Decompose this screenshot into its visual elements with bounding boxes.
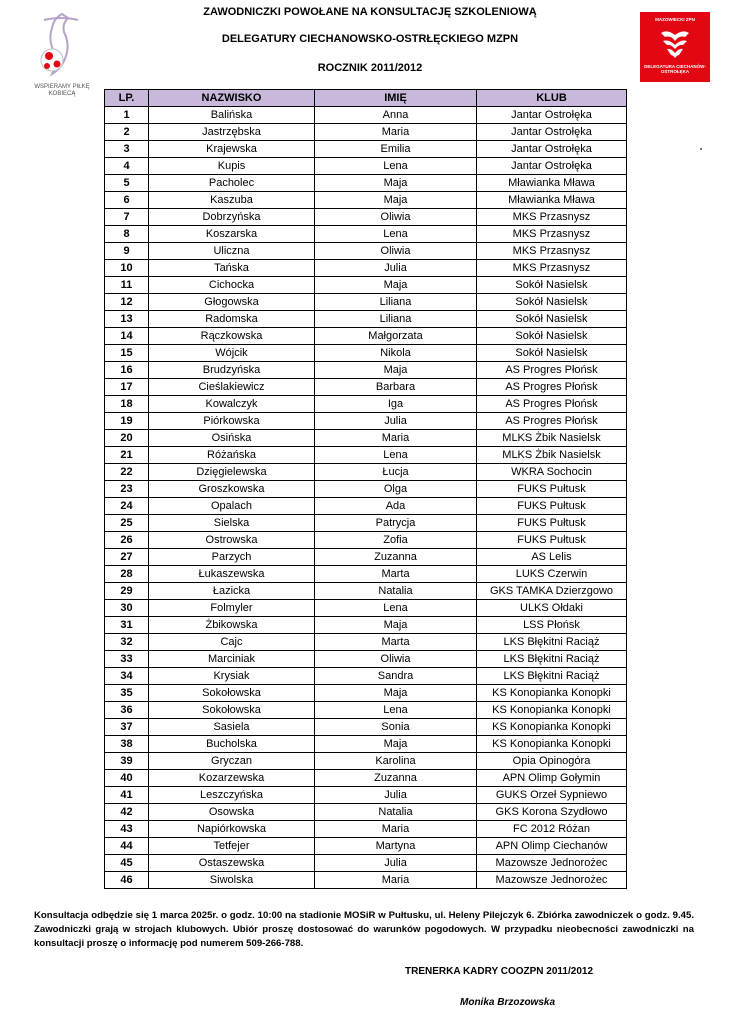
cell-club: MKS Przasnysz xyxy=(477,243,627,260)
table-row xyxy=(105,464,627,481)
cell-club: GKS TAMKA Dzierzgowo xyxy=(477,583,627,600)
cell-lp: 35 xyxy=(105,685,149,702)
roster-body xyxy=(105,107,627,889)
cell-club: AS Progres Płońsk xyxy=(477,362,627,379)
cell-first-name: Łucja xyxy=(315,464,477,481)
table-row xyxy=(105,515,627,532)
cell-first-name: Iga xyxy=(315,396,477,413)
cell-surname: Uliczna xyxy=(149,243,315,260)
cell-lp: 19 xyxy=(105,413,149,430)
cell-club: AS Progres Płońsk xyxy=(477,413,627,430)
cell-lp: 31 xyxy=(105,617,149,634)
cell-first-name: Maja xyxy=(315,192,477,209)
cell-club: FC 2012 Różan xyxy=(477,821,627,838)
cell-club: MLKS Żbik Nasielsk xyxy=(477,430,627,447)
document-title: ZAWODNICZKI POWOŁANE NA KONSULTACJĘ SZKOLENIOWĄ xyxy=(203,6,537,18)
cell-surname: Kaszuba xyxy=(149,192,315,209)
mzpn-logo-top-text: MAZOWIECKI ZPN xyxy=(655,17,695,22)
cell-first-name: Zuzanna xyxy=(315,770,477,787)
cell-lp: 40 xyxy=(105,770,149,787)
cell-surname: Sasiela xyxy=(149,719,315,736)
cell-lp: 21 xyxy=(105,447,149,464)
table-row xyxy=(105,498,627,515)
cell-club: Sokół Nasielsk xyxy=(477,345,627,362)
cell-lp: 42 xyxy=(105,804,149,821)
cell-surname: Gryczan xyxy=(149,753,315,770)
cell-surname: Brudzyńska xyxy=(149,362,315,379)
cell-first-name: Zuzanna xyxy=(315,549,477,566)
cell-surname: Sokołowska xyxy=(149,702,315,719)
table-row xyxy=(105,277,627,294)
table-row xyxy=(105,447,627,464)
cell-surname: Opalach xyxy=(149,498,315,515)
cell-first-name: Karolina xyxy=(315,753,477,770)
cell-surname: Koszarska xyxy=(149,226,315,243)
table-row xyxy=(105,430,627,447)
cell-surname: Żbikowska xyxy=(149,617,315,634)
table-row xyxy=(105,226,627,243)
cell-surname: Groszkowska xyxy=(149,481,315,498)
cell-first-name: Zofia xyxy=(315,532,477,549)
cell-lp: 41 xyxy=(105,787,149,804)
cell-first-name: Maja xyxy=(315,617,477,634)
cell-lp: 5 xyxy=(105,175,149,192)
table-row xyxy=(105,719,627,736)
cell-first-name: Julia xyxy=(315,787,477,804)
cell-first-name: Julia xyxy=(315,855,477,872)
cell-club: KS Konopianka Konopki xyxy=(477,685,627,702)
cell-lp: 9 xyxy=(105,243,149,260)
cell-club: Mławianka Mława xyxy=(477,192,627,209)
cell-surname: Kupis xyxy=(149,158,315,175)
cell-lp: 38 xyxy=(105,736,149,753)
cell-surname: Łukaszewska xyxy=(149,566,315,583)
cell-club: Sokół Nasielsk xyxy=(477,294,627,311)
cell-club: MKS Przasnysz xyxy=(477,260,627,277)
cell-surname: Rączkowska xyxy=(149,328,315,345)
table-row xyxy=(105,345,627,362)
cell-first-name: Liliana xyxy=(315,311,477,328)
cell-first-name: Oliwia xyxy=(315,209,477,226)
table-row xyxy=(105,651,627,668)
table-header-row xyxy=(105,90,627,107)
cell-lp: 27 xyxy=(105,549,149,566)
cell-lp: 28 xyxy=(105,566,149,583)
trainer-signature: Monika Brzozowska xyxy=(460,997,556,1008)
cell-lp: 46 xyxy=(105,872,149,889)
cell-surname: Piórkowska xyxy=(149,413,315,430)
cell-first-name: Oliwia xyxy=(315,243,477,260)
cell-lp: 39 xyxy=(105,753,149,770)
table-row xyxy=(105,855,627,872)
cell-first-name: Maria xyxy=(315,430,477,447)
cell-surname: Krajewska xyxy=(149,141,315,158)
table-row xyxy=(105,583,627,600)
table-row xyxy=(105,362,627,379)
table-row xyxy=(105,787,627,804)
cell-lp: 8 xyxy=(105,226,149,243)
cell-lp: 24 xyxy=(105,498,149,515)
cell-club: FUKS Pułtusk xyxy=(477,532,627,549)
cell-first-name: Lena xyxy=(315,702,477,719)
table-row xyxy=(105,413,627,430)
table-row xyxy=(105,838,627,855)
cell-first-name: Martyna xyxy=(315,838,477,855)
table-row xyxy=(105,549,627,566)
cell-surname: Cajc xyxy=(149,634,315,651)
cell-surname: Radomska xyxy=(149,311,315,328)
cell-club: FUKS Pułtusk xyxy=(477,515,627,532)
cell-club: KS Konopianka Konopki xyxy=(477,736,627,753)
cell-surname: Cichocka xyxy=(149,277,315,294)
cell-first-name: Julia xyxy=(315,260,477,277)
cell-club: AS Progres Płońsk xyxy=(477,379,627,396)
cell-club: Sokół Nasielsk xyxy=(477,328,627,345)
cell-surname: Bucholska xyxy=(149,736,315,753)
cell-first-name: Sonia xyxy=(315,719,477,736)
cell-first-name: Natalia xyxy=(315,804,477,821)
document-subtitle: DELEGATURY CIECHANOWSKO-OSTRŁĘCKIEGO MZPN xyxy=(221,33,519,45)
cell-lp: 25 xyxy=(105,515,149,532)
table-row xyxy=(105,821,627,838)
cell-first-name: Sandra xyxy=(315,668,477,685)
cell-first-name: Maria xyxy=(315,872,477,889)
cell-club: LSS Płońsk xyxy=(477,617,627,634)
cell-club: AS Lelis xyxy=(477,549,627,566)
scan-dot xyxy=(700,148,702,150)
cell-lp: 23 xyxy=(105,481,149,498)
cell-lp: 43 xyxy=(105,821,149,838)
cell-lp: 4 xyxy=(105,158,149,175)
logo-caption: WSPIERAMY PIŁKĘ KOBIECĄ xyxy=(34,84,90,97)
cell-surname: Osińska xyxy=(149,430,315,447)
cell-first-name: Emilia xyxy=(315,141,477,158)
column-header-club: KLUB xyxy=(477,90,627,107)
cell-surname: Kozarzewska xyxy=(149,770,315,787)
table-row xyxy=(105,617,627,634)
cell-first-name: Maja xyxy=(315,736,477,753)
cell-first-name: Lena xyxy=(315,158,477,175)
cell-lp: 26 xyxy=(105,532,149,549)
cell-first-name: Maja xyxy=(315,362,477,379)
cell-surname: Leszczyńska xyxy=(149,787,315,804)
cell-lp: 45 xyxy=(105,855,149,872)
column-header-first-name: IMIĘ xyxy=(315,90,477,107)
cell-lp: 16 xyxy=(105,362,149,379)
roster-table xyxy=(104,89,627,889)
cell-lp: 15 xyxy=(105,345,149,362)
cell-surname: Folmyler xyxy=(149,600,315,617)
cell-surname: Napiórkowska xyxy=(149,821,315,838)
cell-club: MKS Przasnysz xyxy=(477,226,627,243)
cell-lp: 1 xyxy=(105,107,149,124)
cell-club: LKS Błękitni Raciąż xyxy=(477,668,627,685)
table-row xyxy=(105,396,627,413)
cell-lp: 10 xyxy=(105,260,149,277)
table-row xyxy=(105,668,627,685)
cell-first-name: Marta xyxy=(315,634,477,651)
cell-lp: 30 xyxy=(105,600,149,617)
table-row xyxy=(105,192,627,209)
cell-lp: 32 xyxy=(105,634,149,651)
cell-lp: 37 xyxy=(105,719,149,736)
cell-club: KS Konopianka Konopki xyxy=(477,702,627,719)
mzpn-logo-bottom-text: DELEGATURA CIECHANÓW-OSTROŁĘKA xyxy=(644,64,706,74)
cell-first-name: Lena xyxy=(315,226,477,243)
cell-first-name: Barbara xyxy=(315,379,477,396)
cell-surname: Tetfejer xyxy=(149,838,315,855)
cell-club: FUKS Pułtusk xyxy=(477,498,627,515)
cell-surname: Pacholec xyxy=(149,175,315,192)
cell-first-name: Maria xyxy=(315,124,477,141)
cell-lp: 14 xyxy=(105,328,149,345)
cell-surname: Wójcik xyxy=(149,345,315,362)
cell-club: Sokół Nasielsk xyxy=(477,277,627,294)
cell-lp: 18 xyxy=(105,396,149,413)
cell-lp: 22 xyxy=(105,464,149,481)
cell-club: Jantar Ostrołęka xyxy=(477,107,627,124)
cell-first-name: Liliana xyxy=(315,294,477,311)
cell-club: Mazowsze Jednorożec xyxy=(477,855,627,872)
cell-first-name: Maria xyxy=(315,821,477,838)
mzpn-logo xyxy=(640,12,710,82)
cell-surname: Ostaszewska xyxy=(149,855,315,872)
cell-surname: Różańska xyxy=(149,447,315,464)
cell-surname: Dobrzyńska xyxy=(149,209,315,226)
table-row xyxy=(105,158,627,175)
cell-lp: 6 xyxy=(105,192,149,209)
cell-first-name: Nikola xyxy=(315,345,477,362)
cell-lp: 34 xyxy=(105,668,149,685)
cell-first-name: Anna xyxy=(315,107,477,124)
table-row xyxy=(105,702,627,719)
cell-lp: 36 xyxy=(105,702,149,719)
cell-club: APN Olimp Ciechanów xyxy=(477,838,627,855)
cell-first-name: Olga xyxy=(315,481,477,498)
table-row xyxy=(105,175,627,192)
cell-club: Jantar Ostrołęka xyxy=(477,124,627,141)
cell-club: Jantar Ostrołęka xyxy=(477,141,627,158)
cell-surname: Ostrowska xyxy=(149,532,315,549)
column-header-surname: NAZWISKO xyxy=(149,90,315,107)
table-row xyxy=(105,532,627,549)
cell-lp: 44 xyxy=(105,838,149,855)
cell-first-name: Natalia xyxy=(315,583,477,600)
column-header-lp: LP. xyxy=(105,90,149,107)
cell-surname: Siwolska xyxy=(149,872,315,889)
cell-surname: Kowalczyk xyxy=(149,396,315,413)
cell-lp: 33 xyxy=(105,651,149,668)
table-row xyxy=(105,379,627,396)
table-row xyxy=(105,685,627,702)
cell-first-name: Maja xyxy=(315,277,477,294)
table-row xyxy=(105,294,627,311)
cell-club: LUKS Czerwin xyxy=(477,566,627,583)
cell-first-name: Julia xyxy=(315,413,477,430)
table-row xyxy=(105,209,627,226)
cell-lp: 17 xyxy=(105,379,149,396)
cell-club: MLKS Żbik Nasielsk xyxy=(477,447,627,464)
table-row xyxy=(105,753,627,770)
cell-club: KS Konopianka Konopki xyxy=(477,719,627,736)
cell-first-name: Patrycja xyxy=(315,515,477,532)
cell-club: ULKS Ołdaki xyxy=(477,600,627,617)
cell-lp: 7 xyxy=(105,209,149,226)
table-row xyxy=(105,328,627,345)
cell-surname: Jastrzębska xyxy=(149,124,315,141)
cell-surname: Osowska xyxy=(149,804,315,821)
table-row xyxy=(105,600,627,617)
cell-first-name: Małgorzata xyxy=(315,328,477,345)
cell-club: WKRA Sochocin xyxy=(477,464,627,481)
table-row xyxy=(105,872,627,889)
cell-first-name: Lena xyxy=(315,447,477,464)
cell-surname: Głogowska xyxy=(149,294,315,311)
cell-lp: 3 xyxy=(105,141,149,158)
cell-lp: 29 xyxy=(105,583,149,600)
table-row xyxy=(105,770,627,787)
cell-club: MKS Przasnysz xyxy=(477,209,627,226)
cell-first-name: Ada xyxy=(315,498,477,515)
cell-club: Opia Opinogóra xyxy=(477,753,627,770)
table-row xyxy=(105,107,627,124)
year-label: ROCZNIK 2011/2012 xyxy=(317,62,423,74)
cell-first-name: Maja xyxy=(315,685,477,702)
cell-surname: Parzych xyxy=(149,549,315,566)
cell-club: Mławianka Mława xyxy=(477,175,627,192)
table-row xyxy=(105,124,627,141)
cell-lp: 2 xyxy=(105,124,149,141)
table-row xyxy=(105,566,627,583)
table-row xyxy=(105,260,627,277)
cell-lp: 13 xyxy=(105,311,149,328)
eagle-emblem-icon xyxy=(657,25,693,61)
cell-surname: Sielska xyxy=(149,515,315,532)
table-row xyxy=(105,736,627,753)
cell-first-name: Marta xyxy=(315,566,477,583)
cell-lp: 11 xyxy=(105,277,149,294)
table-row xyxy=(105,634,627,651)
trainer-title: TRENERKA KADRY COOZPN 2011/2012 xyxy=(405,966,594,977)
cell-first-name: Oliwia xyxy=(315,651,477,668)
cell-club: APN Olimp Gołymin xyxy=(477,770,627,787)
cell-first-name: Lena xyxy=(315,600,477,617)
cell-surname: Dzięgielewska xyxy=(149,464,315,481)
cell-surname: Balińska xyxy=(149,107,315,124)
cell-club: Jantar Ostrołęka xyxy=(477,158,627,175)
cell-surname: Sokołowska xyxy=(149,685,315,702)
cell-surname: Łazicka xyxy=(149,583,315,600)
cell-surname: Cieślakiewicz xyxy=(149,379,315,396)
cell-first-name: Maja xyxy=(315,175,477,192)
cell-lp: 12 xyxy=(105,294,149,311)
table-row xyxy=(105,481,627,498)
table-row xyxy=(105,804,627,821)
cell-club: Sokół Nasielsk xyxy=(477,311,627,328)
consultation-note: Konsultacja odbędzie się 1 marca 2025r. o godz. 10:00 na stadionie MOSiR w Pułtusku, ul. Heleny Pilejczyk 6. Zbiórka zawodniczek o godz. 9.45. Zawodniczki grają w strojach klubowych. Ubiór proszę dostosować do warunków pogodowych. W przypadku nieobecności zawodniczki na konsultacji proszę o informację pod numerem 509-266-788. xyxy=(34,910,694,949)
cell-surname: Krysiak xyxy=(149,668,315,685)
cell-club: GUKS Orzeł Sypniewo xyxy=(477,787,627,804)
cell-lp: 20 xyxy=(105,430,149,447)
cell-club: Mazowsze Jednorożec xyxy=(477,872,627,889)
cell-club: AS Progres Płońsk xyxy=(477,396,627,413)
cell-club: LKS Błękitni Raciąż xyxy=(477,651,627,668)
cell-club: GKS Korona Szydłowo xyxy=(477,804,627,821)
table-row xyxy=(105,141,627,158)
table-row xyxy=(105,311,627,328)
cell-surname: Marciniak xyxy=(149,651,315,668)
table-row xyxy=(105,243,627,260)
cell-club: FUKS Pułtusk xyxy=(477,481,627,498)
cell-club: LKS Błękitni Raciąż xyxy=(477,634,627,651)
cell-surname: Tańska xyxy=(149,260,315,277)
